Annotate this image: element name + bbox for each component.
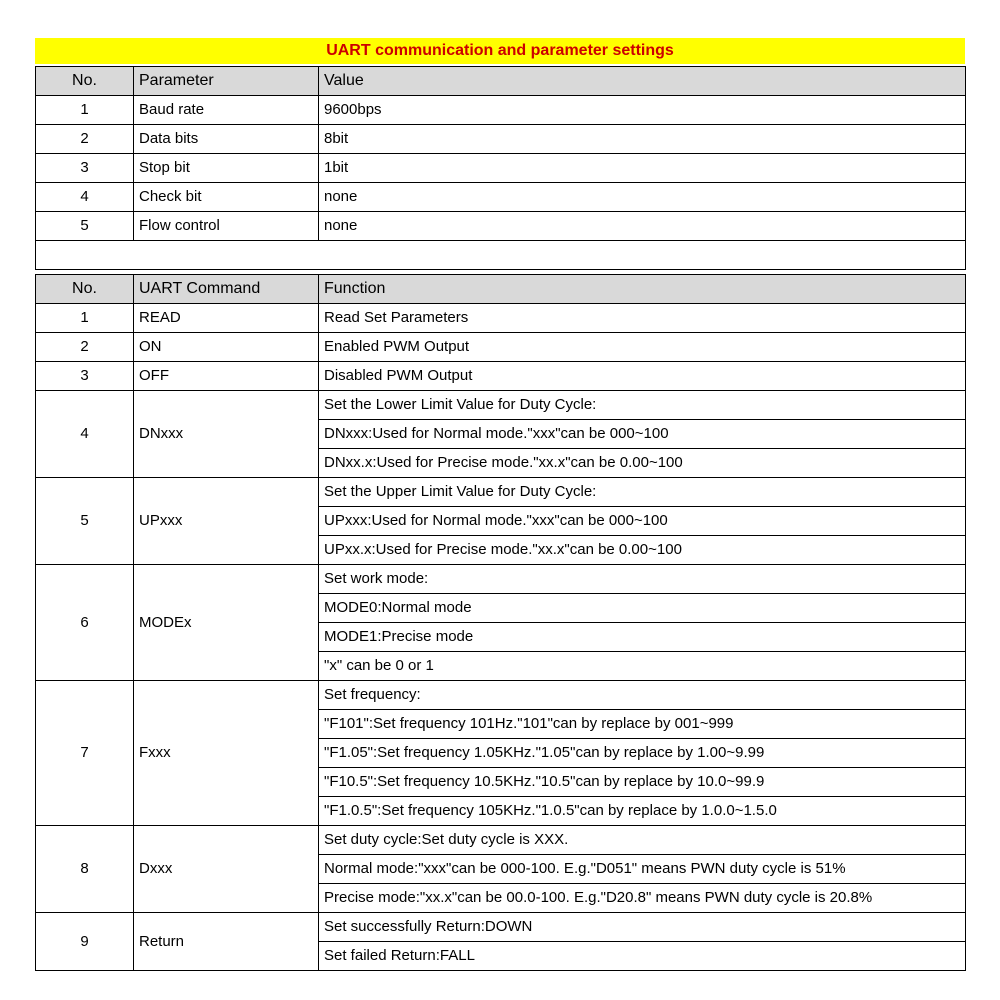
command-name: DNxxx <box>134 391 319 478</box>
uart-settings-sheet <box>35 38 965 971</box>
command-no: 8 <box>36 826 134 913</box>
param-no: 2 <box>36 125 134 154</box>
table-row <box>36 304 966 333</box>
table-row <box>36 681 966 710</box>
command-no: 1 <box>36 304 134 333</box>
function-line: Enabled PWM Output <box>319 333 966 362</box>
table-row <box>36 333 966 362</box>
param-value: none <box>319 212 966 241</box>
table-row <box>36 913 966 942</box>
command-no: 7 <box>36 681 134 826</box>
spacer-row <box>36 241 966 270</box>
command-no: 5 <box>36 478 134 565</box>
page-title: UART communication and parameter settings <box>35 38 965 64</box>
command-name: Fxxx <box>134 681 319 826</box>
function-line: Set frequency: <box>319 681 966 710</box>
function-line: Set the Upper Limit Value for Duty Cycle: <box>319 478 966 507</box>
function-line: Set failed Return:FALL <box>319 942 966 971</box>
function-line: UPxxx:Used for Normal mode."xxx"can be 000~100 <box>319 507 966 536</box>
function-line: "F1.05":Set frequency 1.05KHz."1.05"can by replace by 1.00~9.99 <box>319 739 966 768</box>
command-no: 4 <box>36 391 134 478</box>
command-name: MODEx <box>134 565 319 681</box>
table-row <box>36 96 966 125</box>
command-no: 2 <box>36 333 134 362</box>
function-line: MODE1:Precise mode <box>319 623 966 652</box>
function-line: Set duty cycle:Set duty cycle is XXX. <box>319 826 966 855</box>
table-row <box>36 391 966 420</box>
parameters-table <box>35 66 966 270</box>
commands-header-row <box>36 275 966 304</box>
table-row <box>36 154 966 183</box>
table-row <box>36 212 966 241</box>
header-parameter: Parameter <box>134 67 319 96</box>
function-line: "x" can be 0 or 1 <box>319 652 966 681</box>
command-no: 3 <box>36 362 134 391</box>
function-line: Set successfully Return:DOWN <box>319 913 966 942</box>
command-name: Dxxx <box>134 826 319 913</box>
function-line: Disabled PWM Output <box>319 362 966 391</box>
function-line: Set work mode: <box>319 565 966 594</box>
commands-table <box>35 274 966 971</box>
function-line: UPxx.x:Used for Precise mode."xx.x"can be 0.00~100 <box>319 536 966 565</box>
param-name: Baud rate <box>134 96 319 125</box>
function-line: Normal mode:"xxx"can be 000-100. E.g."D051" means PWN duty cycle is 51% <box>319 855 966 884</box>
function-line: DNxx.x:Used for Precise mode."xx.x"can be 0.00~100 <box>319 449 966 478</box>
spacer-cell <box>36 241 966 270</box>
table-row <box>36 125 966 154</box>
parameters-header-row <box>36 67 966 96</box>
param-no: 1 <box>36 96 134 125</box>
command-name: UPxxx <box>134 478 319 565</box>
param-name: Check bit <box>134 183 319 212</box>
function-line: "F10.5":Set frequency 10.5KHz."10.5"can by replace by 10.0~99.9 <box>319 768 966 797</box>
param-name: Data bits <box>134 125 319 154</box>
param-name: Stop bit <box>134 154 319 183</box>
param-no: 3 <box>36 154 134 183</box>
header-no: No. <box>36 67 134 96</box>
param-no: 5 <box>36 212 134 241</box>
function-line: Precise mode:"xx.x"can be 00.0-100. E.g."D20.8" means PWN duty cycle is 20.8% <box>319 884 966 913</box>
command-name: ON <box>134 333 319 362</box>
table-row <box>36 362 966 391</box>
table-row <box>36 478 966 507</box>
command-name: READ <box>134 304 319 333</box>
function-line: MODE0:Normal mode <box>319 594 966 623</box>
command-name: Return <box>134 913 319 971</box>
function-line: Read Set Parameters <box>319 304 966 333</box>
header-function: Function <box>319 275 966 304</box>
command-name: OFF <box>134 362 319 391</box>
function-line: "F101":Set frequency 101Hz."101"can by replace by 001~999 <box>319 710 966 739</box>
header-no: No. <box>36 275 134 304</box>
table-row <box>36 565 966 594</box>
function-line: "F1.0.5":Set frequency 105KHz."1.0.5"can by replace by 1.0.0~1.5.0 <box>319 797 966 826</box>
table-row <box>36 826 966 855</box>
param-name: Flow control <box>134 212 319 241</box>
command-no: 6 <box>36 565 134 681</box>
header-value: Value <box>319 67 966 96</box>
param-value: 1bit <box>319 154 966 183</box>
param-no: 4 <box>36 183 134 212</box>
function-line: DNxxx:Used for Normal mode."xxx"can be 000~100 <box>319 420 966 449</box>
command-no: 9 <box>36 913 134 971</box>
header-command: UART Command <box>134 275 319 304</box>
param-value: 9600bps <box>319 96 966 125</box>
table-row <box>36 183 966 212</box>
function-line: Set the Lower Limit Value for Duty Cycle: <box>319 391 966 420</box>
param-value: none <box>319 183 966 212</box>
param-value: 8bit <box>319 125 966 154</box>
